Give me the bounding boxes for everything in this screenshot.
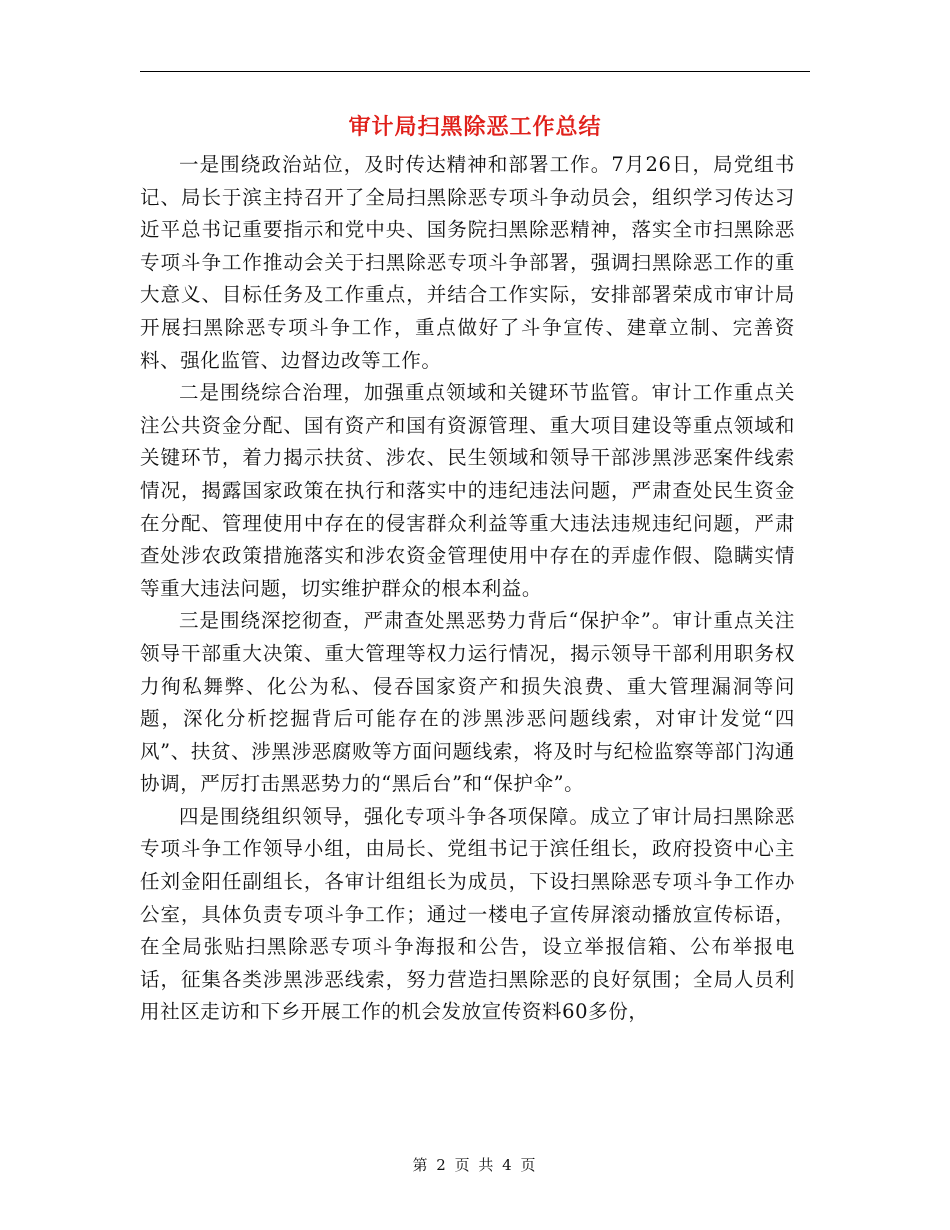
paragraph-4: 四是围绕组织领导，强化专项斗争各项保障。成立了审计局扫黑除恶专项斗争工作领导小组，由局长、党组书记于滨任组长，政府投资中心主任刘金阳任副组长，各审计组组长为成员，下设扫黑除恶专项斗争工作办公室，具体负责专项斗争工作；通过一楼电子宣传屏滚动播放宣传标语，在全局张贴扫黑除恶专项斗争海报和公告，设立举报信箱、公布举报电话，征集各类涉黑涉恶线索，努力营造扫黑除恶的良好氛围；全局人员利用社区走访和下乡开展工作的机会发放宣传资料60多份，	[140, 804, 795, 1024]
paragraph-2: 二是围绕综合治理，加强重点领域和关键环节监管。审计工作重点关注公共资金分配、国有资产和国有资源管理、重大项目建设等重点领域和关键环节，着力揭示扶贫、涉农、民生领域和领导干部涉黑涉恶案件线索情况，揭露国家政策在执行和落实中的违纪违法问题，严肃查处民生资金在分配、管理使用中存在的侵害群众利益等重大违法违规违纪问题，严肃查处涉农政策措施落实和涉农资金管理使用中存在的弄虚作假、隐瞒实情等重大违法问题，切实维护群众的根本利益。	[140, 381, 795, 600]
document-body	[140, 149, 795, 1029]
document-title: 审计局扫黑除恶工作总结	[348, 114, 602, 140]
page-number-footer: 第 2 页 共 4 页	[412, 1156, 538, 1174]
header-rule	[140, 71, 810, 72]
paragraph-3: 三是围绕深挖彻查，严肃查处黑恶势力背后“保护伞”。审计重点关注领导干部重大决策、重大管理等权力运行情况，揭示领导干部利用职务权力徇私舞弊、化公为私、侵吞国家资产和损失浪费、重大管理漏洞等问题，深化分析挖掘背后可能存在的涉黑涉恶问题线索，对审计发觉“四风”、扶贫、涉黑涉恶腐败等方面问题线索，将及时与纪检监察等部门沟通协调，严厉打击黑恶势力的“黑后台”和“保护伞”。	[140, 609, 795, 796]
paragraph-1: 一是围绕政治站位，及时传达精神和部署工作。7月26日，局党组书记、局长于滨主持召开了全局扫黑除恶专项斗争动员会，组织学习传达习近平总书记重要指示和党中央、国务院扫黑除恶精神，落实全市扫黑除恶专项斗争工作推动会关于扫黑除恶专项斗争部署，强调扫黑除恶工作的重大意义、目标任务及工作重点，并结合工作实际，安排部署荣成市审计局开展扫黑除恶专项斗争工作，重点做好了斗争宣传、建章立制、完善资料、强化监管、边督边改等工作。	[140, 153, 795, 372]
